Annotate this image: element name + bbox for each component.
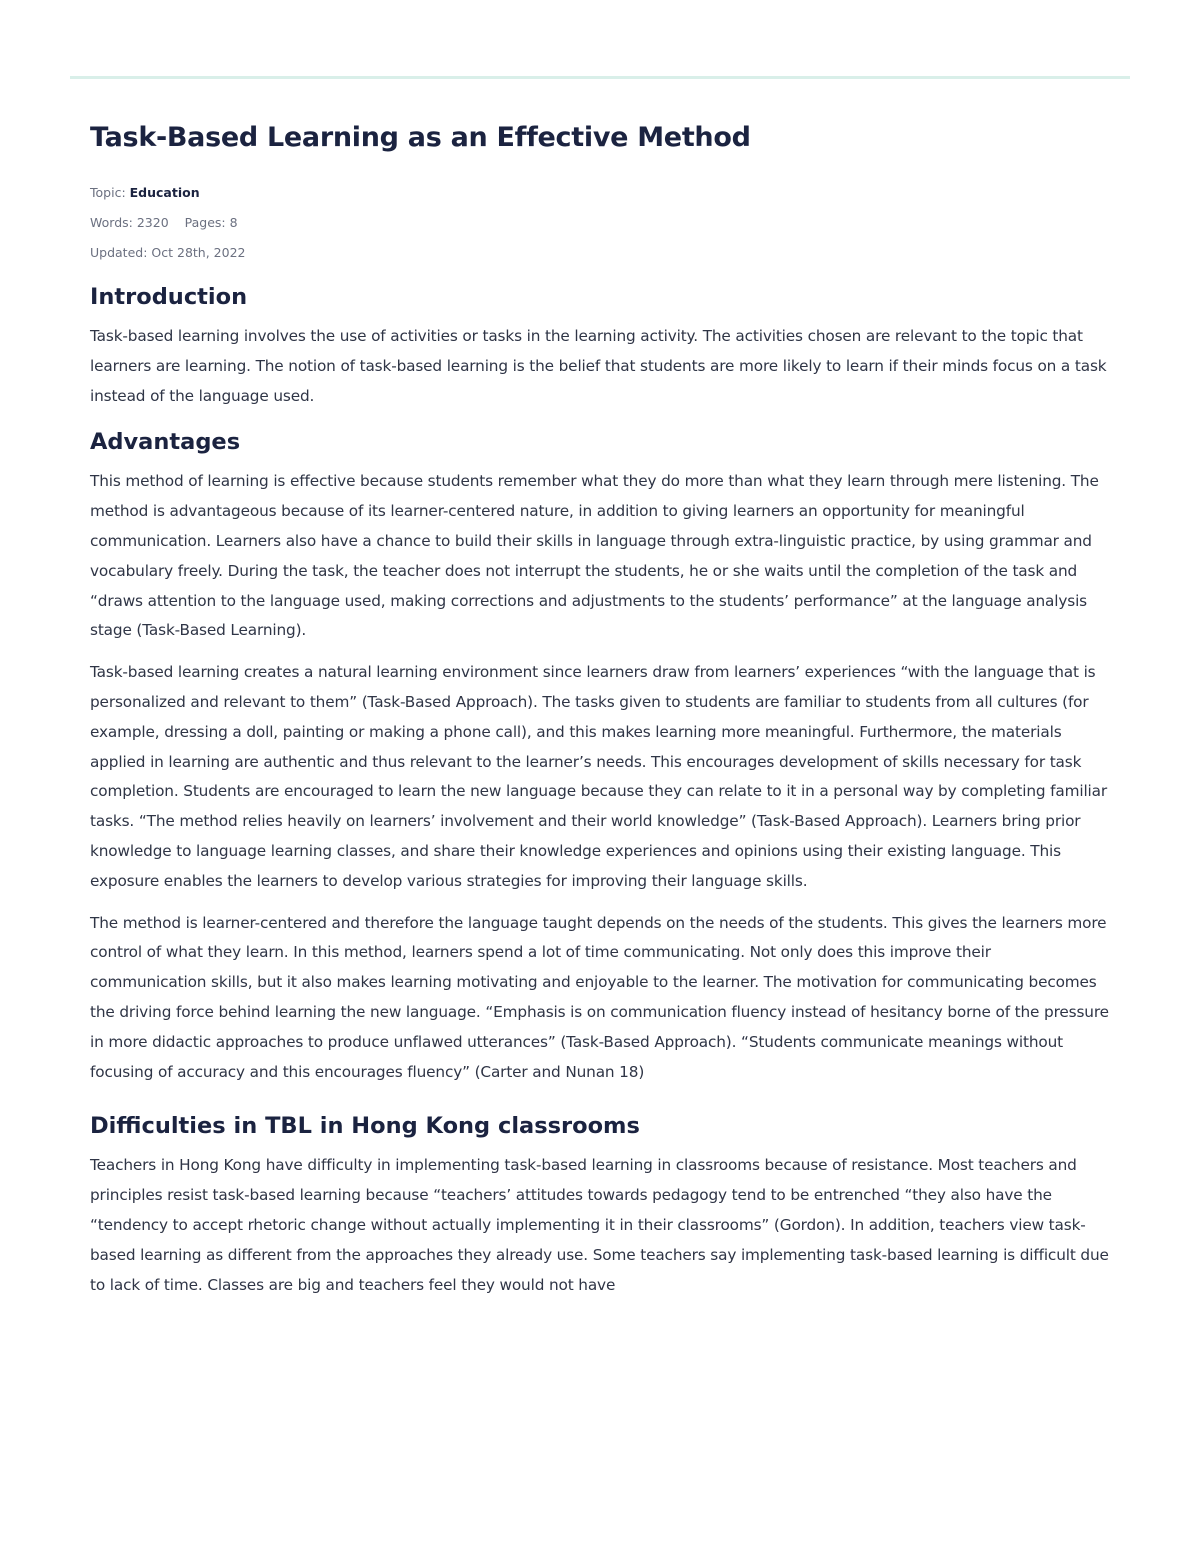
section-heading: Difficulties in TBL in Hong Kong classrooms	[90, 1113, 640, 1140]
document-body	[90, 118, 1110, 1312]
meta-words-value: 2320	[136, 215, 169, 230]
paragraph: Task-based learning involves the use of activities or tasks in the learning activity. The activities chosen are relevant to the topic that learners are learning. The notion of task-based learning is the belief that students are more likely to learn if their minds focus on a task instead of the language used.	[90, 327, 1107, 405]
paragraph: The method is learner-centered and therefore the language taught depends on the needs of the students. This gives the learners more control of what they learn. In this method, learners spend a lot of time communicating. Not only does this improve their communication skills, but it also makes learning motivating and enjoyable to the learner. The motivation for communicating becomes the driving force behind learning the new language. “Emphasis is on communication fluency instead of hesitancy borne of the pressure in more didactic approaches to produce unflawed utterances” (Task-Based Approach). “Students communicate meanings without focusing of accuracy and this encourages fluency” (Carter and Nunan 18)	[90, 913, 1109, 1081]
meta-counts-row	[90, 208, 1110, 238]
meta-topic-label: Topic:	[90, 185, 126, 200]
meta-pages-label: Pages:	[184, 215, 226, 230]
meta-updated-value: Oct 28th, 2022	[151, 245, 246, 260]
meta-updated-label: Updated:	[90, 245, 148, 260]
paragraph: This method of learning is effective because students remember what they do more than what they learn through mere listening. The method is advantageous because of its learner-centered nature, in addition to giving learners an opportunity for meaningful communication. Learners also have a chance to build their skills in language through extra-linguistic practice, by using grammar and vocabulary freely. During the task, the teacher does not interrupt the students, he or she waits until the completion of the task and “draws attention to the language used, making corrections and adjustments to the students’ performance” at the language analysis stage (Task-Based Learning).	[90, 472, 1099, 640]
section-heading: Advantages	[90, 429, 241, 456]
section-heading: Introduction	[90, 284, 248, 310]
page-title: Task-Based Learning as an Effective Method	[90, 122, 751, 153]
meta-topic-row	[90, 178, 1110, 208]
meta-words-label: Words:	[90, 215, 133, 230]
paragraph: Task-based learning creates a natural learning environment since learners draw from learners’ experiences “with the language that is personalized and relevant to them” (Task-Based Approach). The tasks given to students are familiar to students from all cultures (for example, dressing a doll, painting or making a phone call), and this makes learning more meaningful. Furthermore, the materials applied in learning are authentic and thus relevant to the learner’s needs. This encourages development of skills necessary for task completion. Students are encouraged to learn the new language because they can relate to it in a personal way by completing familiar tasks. “The method relies heavily on learners’ involvement and their world knowledge” (Task-Based Approach). Learners bring prior knowledge to language learning classes, and share their knowledge experiences and opinions using their existing language. This exposure enables the learners to develop various strategies for improving their language skills.	[90, 663, 1108, 890]
section-difficulties	[90, 1107, 1110, 1300]
meta-topic-value[interactable]: Education	[129, 185, 200, 200]
meta-updated-row	[90, 238, 1110, 268]
paragraph: Teachers in Hong Kong have difficulty in implementing task-based learning in classrooms because of resistance. Most teachers and principles resist task-based learning because “teachers’ attitudes towards pedagogy tend to be entrenched “they also have the “tendency to accept rhetoric change without actually implementing it in their classrooms” (Gordon). In addition, teachers view task-based learning as different from the approaches they already use. Some teachers say implementing task-based learning is difficult due to lack of time. Classes are big and teachers feel they would not have	[90, 1156, 1109, 1294]
meta-pages-value: 8	[229, 215, 238, 230]
top-divider	[70, 76, 1130, 79]
section-advantages	[90, 423, 1110, 1087]
section-introduction	[90, 278, 1110, 411]
